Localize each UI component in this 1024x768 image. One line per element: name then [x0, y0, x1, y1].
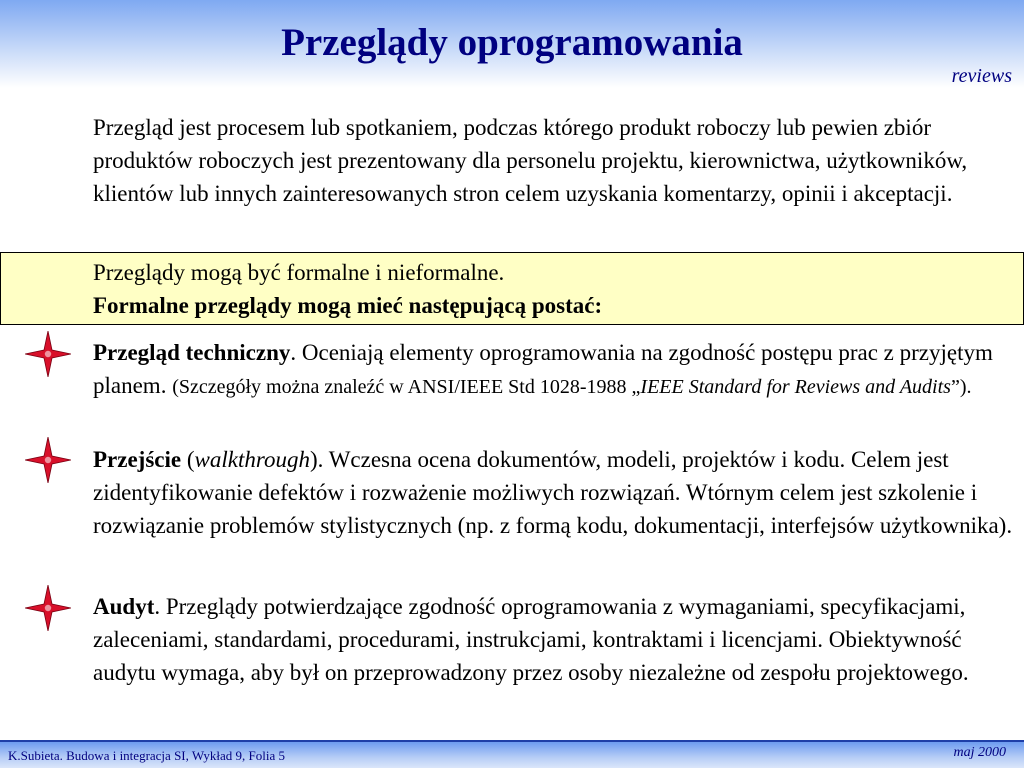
bullet-term: Przegląd techniczny — [93, 340, 291, 365]
footer-date: maj 2000 — [953, 745, 1006, 760]
bullet-italic-term: walkthrough — [194, 447, 310, 472]
highlight-line-1: Przeglądy mogą być formalne i nieformalne. — [93, 260, 505, 285]
bullet-text: ). Wczesna ocena dokumentów, modeli, projektów i kodu. Celem jest zidentyfikowanie defektów i rozważenie możliwych rozwiązań. Wtórnym celem jest szkolenie i rozwiązanie problemów stylistycznych (np. z formą kodu, dokumentacji, interfejsów użytkownika). — [93, 447, 1013, 538]
bullet-paren: ( — [181, 447, 195, 472]
footer-credit: K.Subieta. Budowa i integracja SI, Wykład 9, Folia 5 — [8, 748, 285, 763]
highlight-text — [93, 256, 993, 322]
bullet-note — [172, 376, 971, 398]
highlight-line-2: Formalne przeglądy mogą mieć następującą postać: — [93, 293, 603, 318]
intro-paragraph: Przegląd jest procesem lub spotkaniem, podczas którego produkt roboczy lub pewien zbiór produktów roboczych jest prezentowany dla personelu projektu, kierownictwa, użytkowników, klientów lub innych zainteresowanych stron celem uzyskania komentarzy, opinii i akceptacji. — [93, 115, 968, 206]
four-pointed-star-icon — [25, 437, 71, 483]
bullet-note-pre: (Szczegóły można znaleźć w ANSI/IEEE Std 1028-1988 „ — [172, 376, 641, 398]
slide-tag: reviews — [951, 65, 1012, 87]
bullet-text: . Oceniają elementy oprogramowania na zgodność postępu prac z przyjętym planem. — [93, 340, 993, 398]
bullet-walkthrough — [93, 443, 1013, 542]
four-pointed-star-icon — [25, 585, 71, 631]
bullet-term: Przejście — [93, 447, 182, 472]
slide-title: Przeglądy oprogramowania — [281, 21, 743, 64]
bullet-technical-review — [93, 336, 1013, 404]
bullet-note-post: ”). — [950, 376, 972, 398]
four-pointed-star-icon — [25, 331, 71, 377]
bullet-note-title: IEEE Standard for Reviews and Audits — [640, 376, 951, 398]
bullet-term: Audyt — [93, 594, 155, 619]
bullet-audit — [93, 590, 1013, 689]
bullet-text: . Przeglądy potwierdzające zgodność oprogramowania z wymaganiami, specyfikacjami, zaleceniami, standardami, procedurami, instrukcjami, kontraktami i licencjami. Obiektywność audytu wymaga, aby był on przeprowadzony przez osoby niezależne od zespołu projektowego. — [93, 594, 969, 685]
